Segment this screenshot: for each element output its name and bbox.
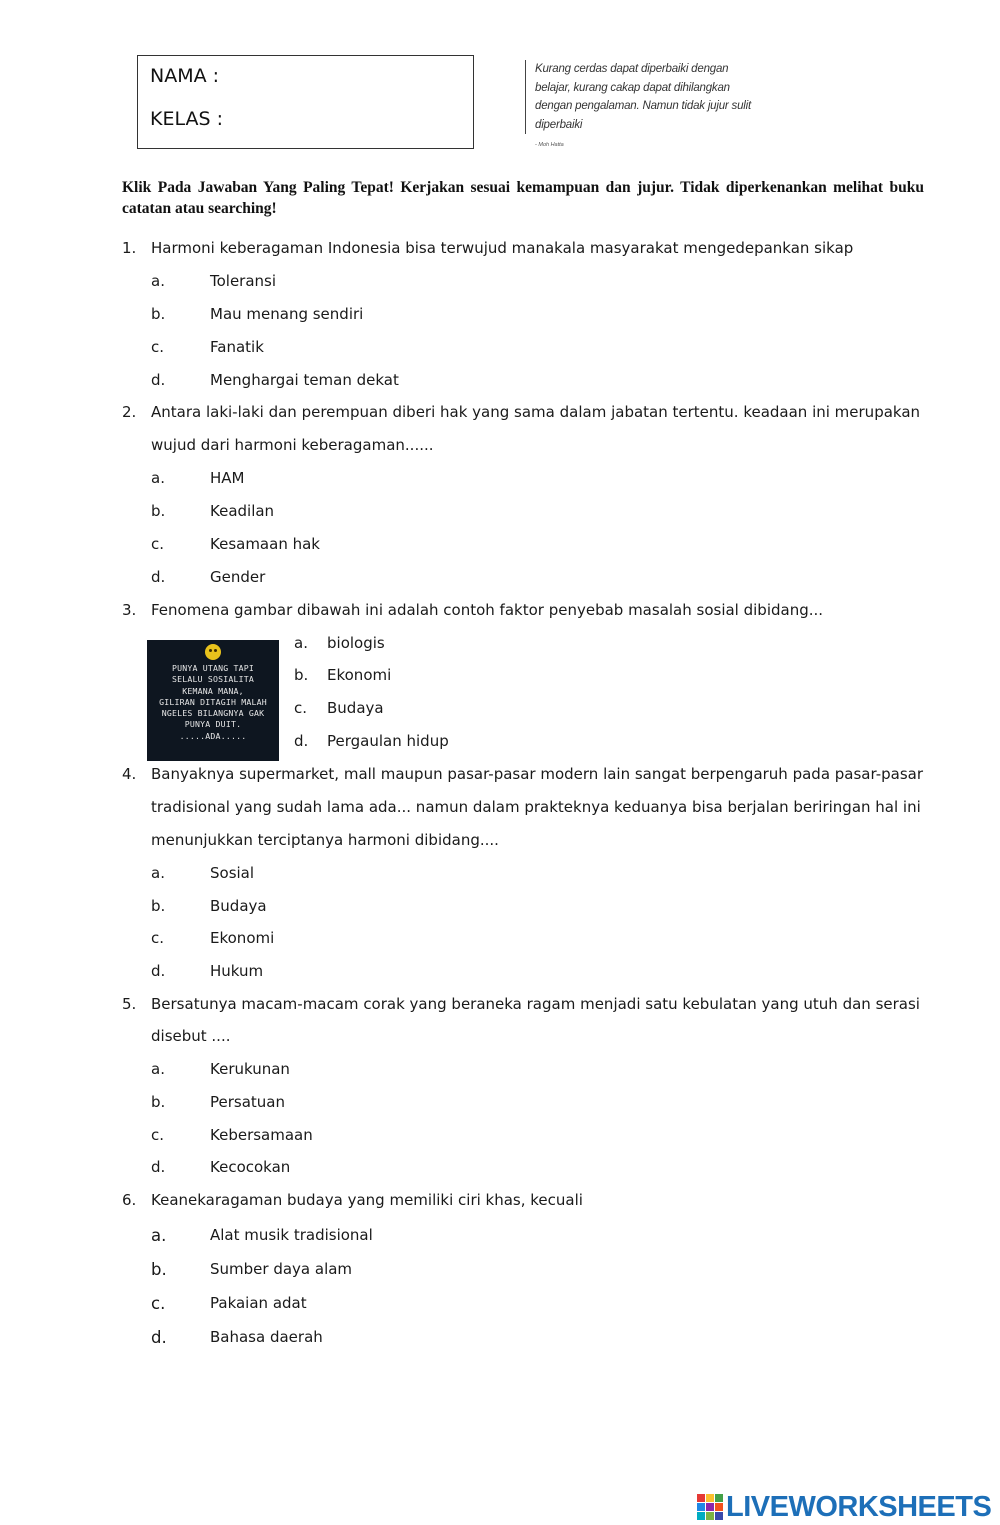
option-letter: c. [294, 699, 308, 717]
question-text: Harmoni keberagaman Indonesia bisa terwujud manakala masyarakat mengedepankan sikap [151, 239, 854, 257]
option-text[interactable]: Kerukunan [210, 1060, 290, 1078]
student-info-box [137, 55, 474, 149]
question-text: tradisional yang sudah lama ada... namun dalam prakteknya keduanya bisa berjalan beriringan hal ini [151, 798, 921, 816]
question-number: 4. [122, 765, 137, 783]
question-text: wujud dari harmoni keberagaman...... [151, 436, 434, 454]
option-text[interactable]: Pergaulan hidup [327, 732, 449, 750]
option-letter: a. [151, 1226, 167, 1245]
liveworksheets-logo[interactable] [697, 1490, 991, 1524]
option-letter: a. [151, 1060, 165, 1078]
option-letter: b. [151, 305, 166, 323]
question-text: Fenomena gambar dibawah ini adalah contoh faktor penyebab masalah sosial dibidang... [151, 601, 824, 619]
option-text[interactable]: Ekonomi [327, 666, 392, 684]
option-letter: d. [151, 1158, 166, 1176]
option-text[interactable]: HAM [210, 469, 245, 487]
option-text[interactable]: Keadilan [210, 502, 275, 520]
option-text[interactable]: Gender [210, 568, 266, 586]
option-letter: c. [151, 1126, 165, 1144]
option-letter: c. [151, 929, 165, 947]
question-text: disebut .... [151, 1027, 231, 1045]
option-letter: c. [151, 1294, 166, 1313]
meme-line: PUNYA DUIT. [184, 719, 242, 730]
option-text[interactable]: Kecocokan [210, 1158, 291, 1176]
question-number: 2. [122, 403, 137, 421]
option-letter: c. [151, 338, 165, 356]
quote-line: diperbaiki [535, 118, 583, 131]
option-text[interactable]: Sosial [210, 864, 255, 882]
option-text[interactable]: Kesamaan hak [210, 535, 320, 553]
meme-line: NGELES BILANGNYA GAK [161, 708, 265, 719]
meme-line: GILIRAN DITAGIH MALAH [159, 696, 267, 707]
question-text: Antara laki-laki dan perempuan diberi hak yang sama dalam jabatan tertentu. keadaan ini merupakan [151, 403, 921, 421]
option-text[interactable]: Mau menang sendiri [210, 305, 364, 323]
quote-line: belajar, kurang cakap dapat dihilangkan [535, 81, 730, 94]
option-text[interactable]: Persatuan [210, 1093, 285, 1111]
question-text: menunjukkan terciptanya harmoni dibidang.... [151, 831, 499, 849]
option-text[interactable]: Alat musik tradisional [210, 1226, 373, 1244]
option-text[interactable]: Kebersamaan [210, 1126, 313, 1144]
option-letter: d. [294, 732, 309, 750]
option-letter: a. [151, 272, 165, 290]
option-text[interactable]: Toleransi [210, 272, 277, 290]
meme-line: KEMANA MANA, [182, 685, 244, 696]
option-letter: b. [151, 502, 166, 520]
quote-line: Kurang cerdas dapat diperbaiki dengan [535, 63, 729, 75]
option-letter: d. [151, 371, 166, 389]
option-letter: a. [151, 864, 165, 882]
option-text[interactable]: Budaya [327, 699, 384, 717]
option-text[interactable]: Pakaian adat [210, 1294, 307, 1312]
meme-line: SELALU SOSIALITA [171, 674, 255, 685]
instructions: Klik Pada Jawaban Yang Paling Tepat! Kerjakan sesuai kemampuan dan jujur. Tidak diperkenankan melihat buku catatan atau searching! [122, 179, 924, 217]
option-letter: b. [151, 1093, 166, 1111]
option-text[interactable]: Fanatik [210, 338, 264, 356]
nama-label: NAMA : [150, 65, 220, 87]
question-number: 1. [122, 239, 137, 257]
option-text[interactable]: Bahasa daerah [210, 1328, 323, 1346]
option-letter: b. [294, 666, 309, 684]
question-text: Keanekaragaman budaya yang memiliki ciri khas, kecuali [151, 1191, 583, 1209]
option-letter: a. [294, 634, 308, 652]
question-number: 6. [122, 1191, 137, 1209]
quote-line: dengan pengalaman. Namun tidak jujur sulit [535, 100, 751, 112]
option-letter: b. [151, 1260, 167, 1279]
meme-line: .....ADA..... [179, 730, 247, 741]
quote-author: - Moh Hatta [535, 142, 564, 148]
option-letter: c. [151, 535, 165, 553]
brand-name: LIVEWORKSHEETS [726, 1490, 992, 1523]
option-letter: a. [151, 469, 165, 487]
option-letter: d. [151, 568, 166, 586]
emoji-icon [205, 644, 221, 660]
logo-grid-icon [697, 1494, 723, 1520]
meme-image [147, 640, 279, 761]
option-text[interactable]: Budaya [210, 897, 267, 915]
question-text: Banyaknya supermarket, mall maupun pasar-pasar modern lain sangat berpengaruh pada pasar-pasar [151, 765, 924, 783]
meme-line: PUNYA UTANG TAPI [171, 663, 255, 673]
option-text[interactable]: Sumber daya alam [210, 1260, 353, 1278]
option-text[interactable]: Hukum [210, 962, 264, 980]
option-text[interactable]: biologis [327, 634, 385, 652]
question-number: 3. [122, 601, 137, 619]
option-text[interactable]: Menghargai teman dekat [210, 371, 399, 389]
question-number: 5. [122, 995, 137, 1013]
question-text: Bersatunya macam-macam corak yang beraneka ragam menjadi satu kebulatan yang utuh dan serasi [151, 995, 920, 1013]
option-letter: b. [151, 897, 166, 915]
option-letter: d. [151, 1328, 167, 1347]
kelas-label: KELAS : [150, 108, 223, 130]
option-letter: d. [151, 962, 166, 980]
option-text[interactable]: Ekonomi [210, 929, 275, 947]
motivational-quote [525, 60, 775, 134]
